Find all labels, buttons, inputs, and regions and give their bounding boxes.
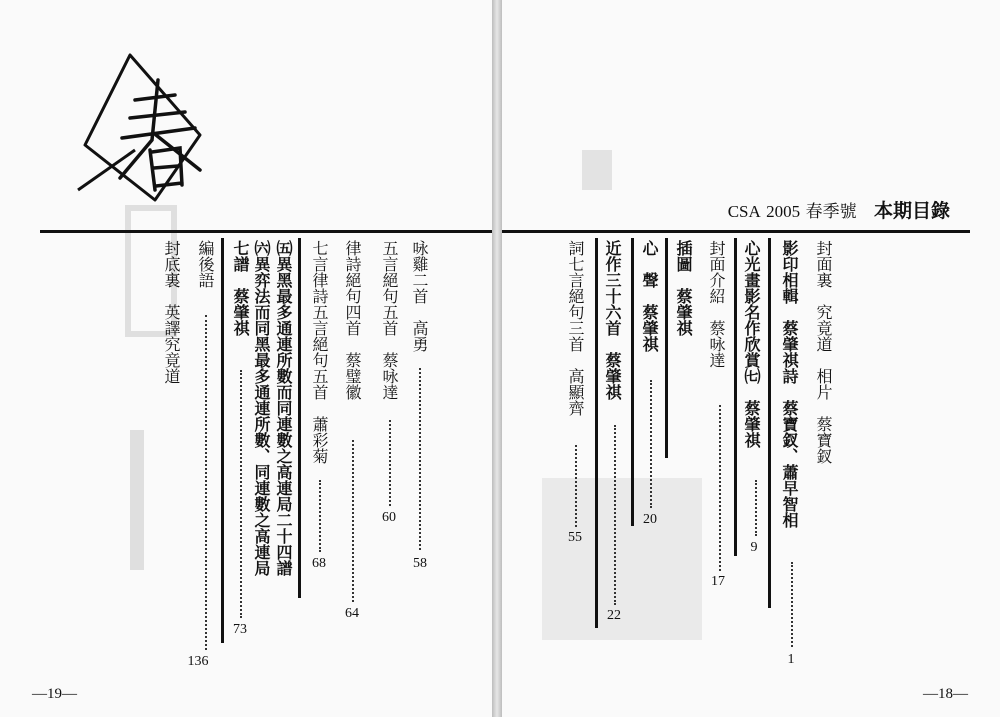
leader-dots [575, 445, 577, 527]
toc-entry: 咏雞二首 高勇 [410, 240, 429, 352]
section-bar [665, 238, 668, 458]
issue-season: 春季號 [805, 202, 857, 222]
issue-year: 2005 [766, 202, 801, 221]
page-number: 136 [187, 654, 209, 669]
toc-entry: 編後語 [196, 240, 215, 288]
page-number: 73 [233, 622, 247, 637]
leader-dots [389, 420, 391, 506]
bleed-through-decoration [582, 150, 612, 190]
handwritten-mark [60, 40, 230, 220]
toc-entry: 心光畫影名作欣賞㈦ 蔡肇祺 [742, 240, 761, 448]
bleed-through-decoration [130, 430, 204, 570]
toc-entry: 插圖 蔡肇祺 [674, 240, 693, 336]
section-bar [631, 238, 634, 526]
page-number: 17 [711, 574, 725, 589]
leader-dots [614, 425, 616, 605]
toc-entry: 心 聲 蔡肇祺 [640, 240, 659, 352]
toc-entry: 影印相輯 蔡肇祺詩 蔡寶釵、蕭早智相 [780, 240, 799, 528]
issue-header [728, 196, 950, 223]
page-number: 60 [382, 510, 396, 525]
toc-entry: 封面介紹 蔡咏達 [707, 240, 726, 368]
header-rule [40, 230, 492, 233]
bleed-through-image [542, 478, 702, 640]
section-bar [595, 238, 598, 628]
page-left [0, 0, 492, 717]
toc-entry: 封面裏 究竟道 相片 蔡寶釵 [814, 240, 833, 464]
page-number: 22 [607, 608, 621, 623]
page-number: 20 [643, 512, 657, 527]
toc-title: 本期目錄 [873, 200, 950, 222]
section-bar [734, 238, 737, 556]
page-number: 68 [312, 556, 326, 571]
toc-entry: 律詩絕句四首 蔡璧徽 [343, 240, 362, 400]
leader-dots [319, 480, 321, 552]
toc-entry: 七譜 蔡肇祺 [231, 240, 250, 336]
leader-dots [240, 370, 242, 618]
toc-entry: 五言絕句五首 蔡咏達 [380, 240, 399, 400]
page-number: 1 [787, 652, 795, 667]
section-bar [298, 238, 301, 598]
page-folio: —18— [923, 686, 968, 702]
page-number: 58 [413, 556, 427, 571]
page-number: 55 [568, 530, 582, 545]
toc-entry: 七言律詩五言絕句五首 蕭彩菊 [310, 240, 329, 464]
page-folio: —19— [32, 686, 77, 702]
toc-entry: ㈤異黑最多通連所數而同連數之高連局二十四譜 [274, 240, 293, 576]
leader-dots [205, 315, 207, 650]
journal-name: CSA [727, 202, 761, 221]
leader-dots [352, 440, 354, 602]
section-bar [221, 238, 224, 643]
leader-dots [650, 380, 652, 508]
gutter [492, 0, 502, 717]
toc-entry: ㈥異弈法而同黑最多通連所數、同連數之高連局 [252, 240, 271, 576]
page-right [502, 0, 1000, 717]
toc-entry: 近作三十六首 蔡肇祺 [603, 240, 622, 400]
page-number: 64 [345, 606, 359, 621]
header-rule [502, 230, 970, 233]
leader-dots [719, 405, 721, 571]
page-number: 9 [750, 540, 758, 555]
section-bar [768, 238, 771, 608]
leader-dots [419, 368, 421, 550]
toc-entry: 詞七言絕句三首 高顯齊 [566, 240, 585, 416]
leader-dots [791, 562, 793, 647]
toc-entry: 封底裏 英譯究竟道 [162, 240, 181, 384]
leader-dots [755, 480, 757, 536]
